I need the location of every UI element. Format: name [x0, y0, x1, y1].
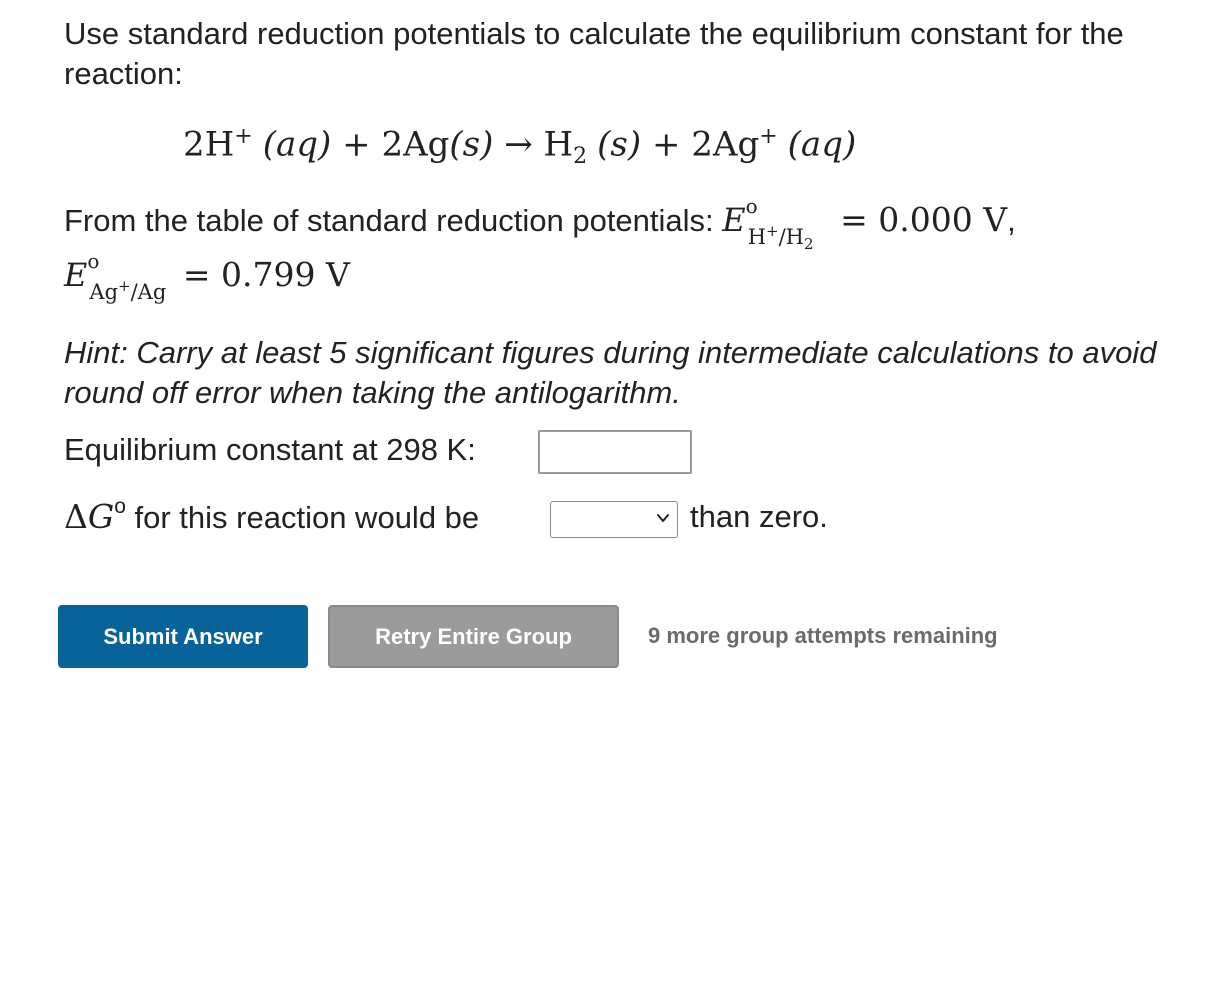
eq-plus-charge2: + — [759, 124, 778, 149]
eq-constant-input[interactable] — [538, 430, 692, 474]
eq-arrow: → — [504, 124, 533, 165]
eq-plus2: + — [651, 124, 681, 165]
e1-symbol: $E^o$ — [722, 194, 758, 239]
eq-plus: + — [342, 124, 371, 165]
eq-coef-2Ag-product: 2Ag — [691, 124, 760, 165]
e2-value: = 0.799 V — [182, 255, 350, 294]
e2-symbol: $E^o$ — [64, 249, 100, 294]
potentials-line-2 — [64, 249, 350, 304]
e2-subscript: Ag+/Ag — [89, 277, 167, 304]
eq-s2: (s) — [597, 124, 642, 165]
e1-comma: , — [1007, 203, 1016, 238]
delta-g-select[interactable] — [550, 501, 678, 538]
eq-s: (s) — [449, 124, 494, 165]
eq-coef-2H: 2H — [183, 124, 235, 165]
submit-answer-button[interactable]: Submit Answer — [58, 605, 308, 668]
eq-plus-charge: + — [234, 124, 253, 149]
hint-text: Hint: Carry at least 5 significant figures during intermediate calculations to avoid round off error when taking the antilogarithm. — [64, 335, 1157, 410]
potentials-line-1 — [64, 194, 1016, 254]
eq-constant-label: Equilibrium constant at 298 K: — [64, 432, 476, 467]
e1-subscript: H+/H2 — [747, 222, 814, 254]
reaction-equation — [183, 124, 856, 169]
than-zero-text: than zero. — [690, 499, 828, 534]
delta-g-text: for this reaction would be — [125, 500, 480, 535]
eq-sub-2: 2 — [573, 144, 588, 170]
eq-H: H — [543, 124, 574, 165]
question-intro: Use standard reduction potentials to calculate the equilibrium constant for the reaction: — [64, 16, 1124, 91]
eq-aq: (aq) — [262, 124, 332, 165]
chevron-down-icon — [655, 510, 671, 526]
delta-symbol: Δ — [64, 497, 88, 536]
retry-entire-group-button[interactable]: Retry Entire Group — [328, 605, 619, 668]
eq-coef-2Ag: 2Ag — [381, 124, 450, 165]
attempts-remaining-text: 9 more group attempts remaining — [648, 623, 998, 648]
eq-aq2: (aq) — [787, 124, 857, 165]
e1-value: = 0.000 V — [840, 200, 1008, 239]
potentials-intro: From the table of standard reduction potentials: — [64, 203, 714, 238]
g-symbol: G — [87, 497, 115, 536]
g-degree: o — [114, 494, 126, 518]
delta-g-label — [64, 494, 480, 536]
